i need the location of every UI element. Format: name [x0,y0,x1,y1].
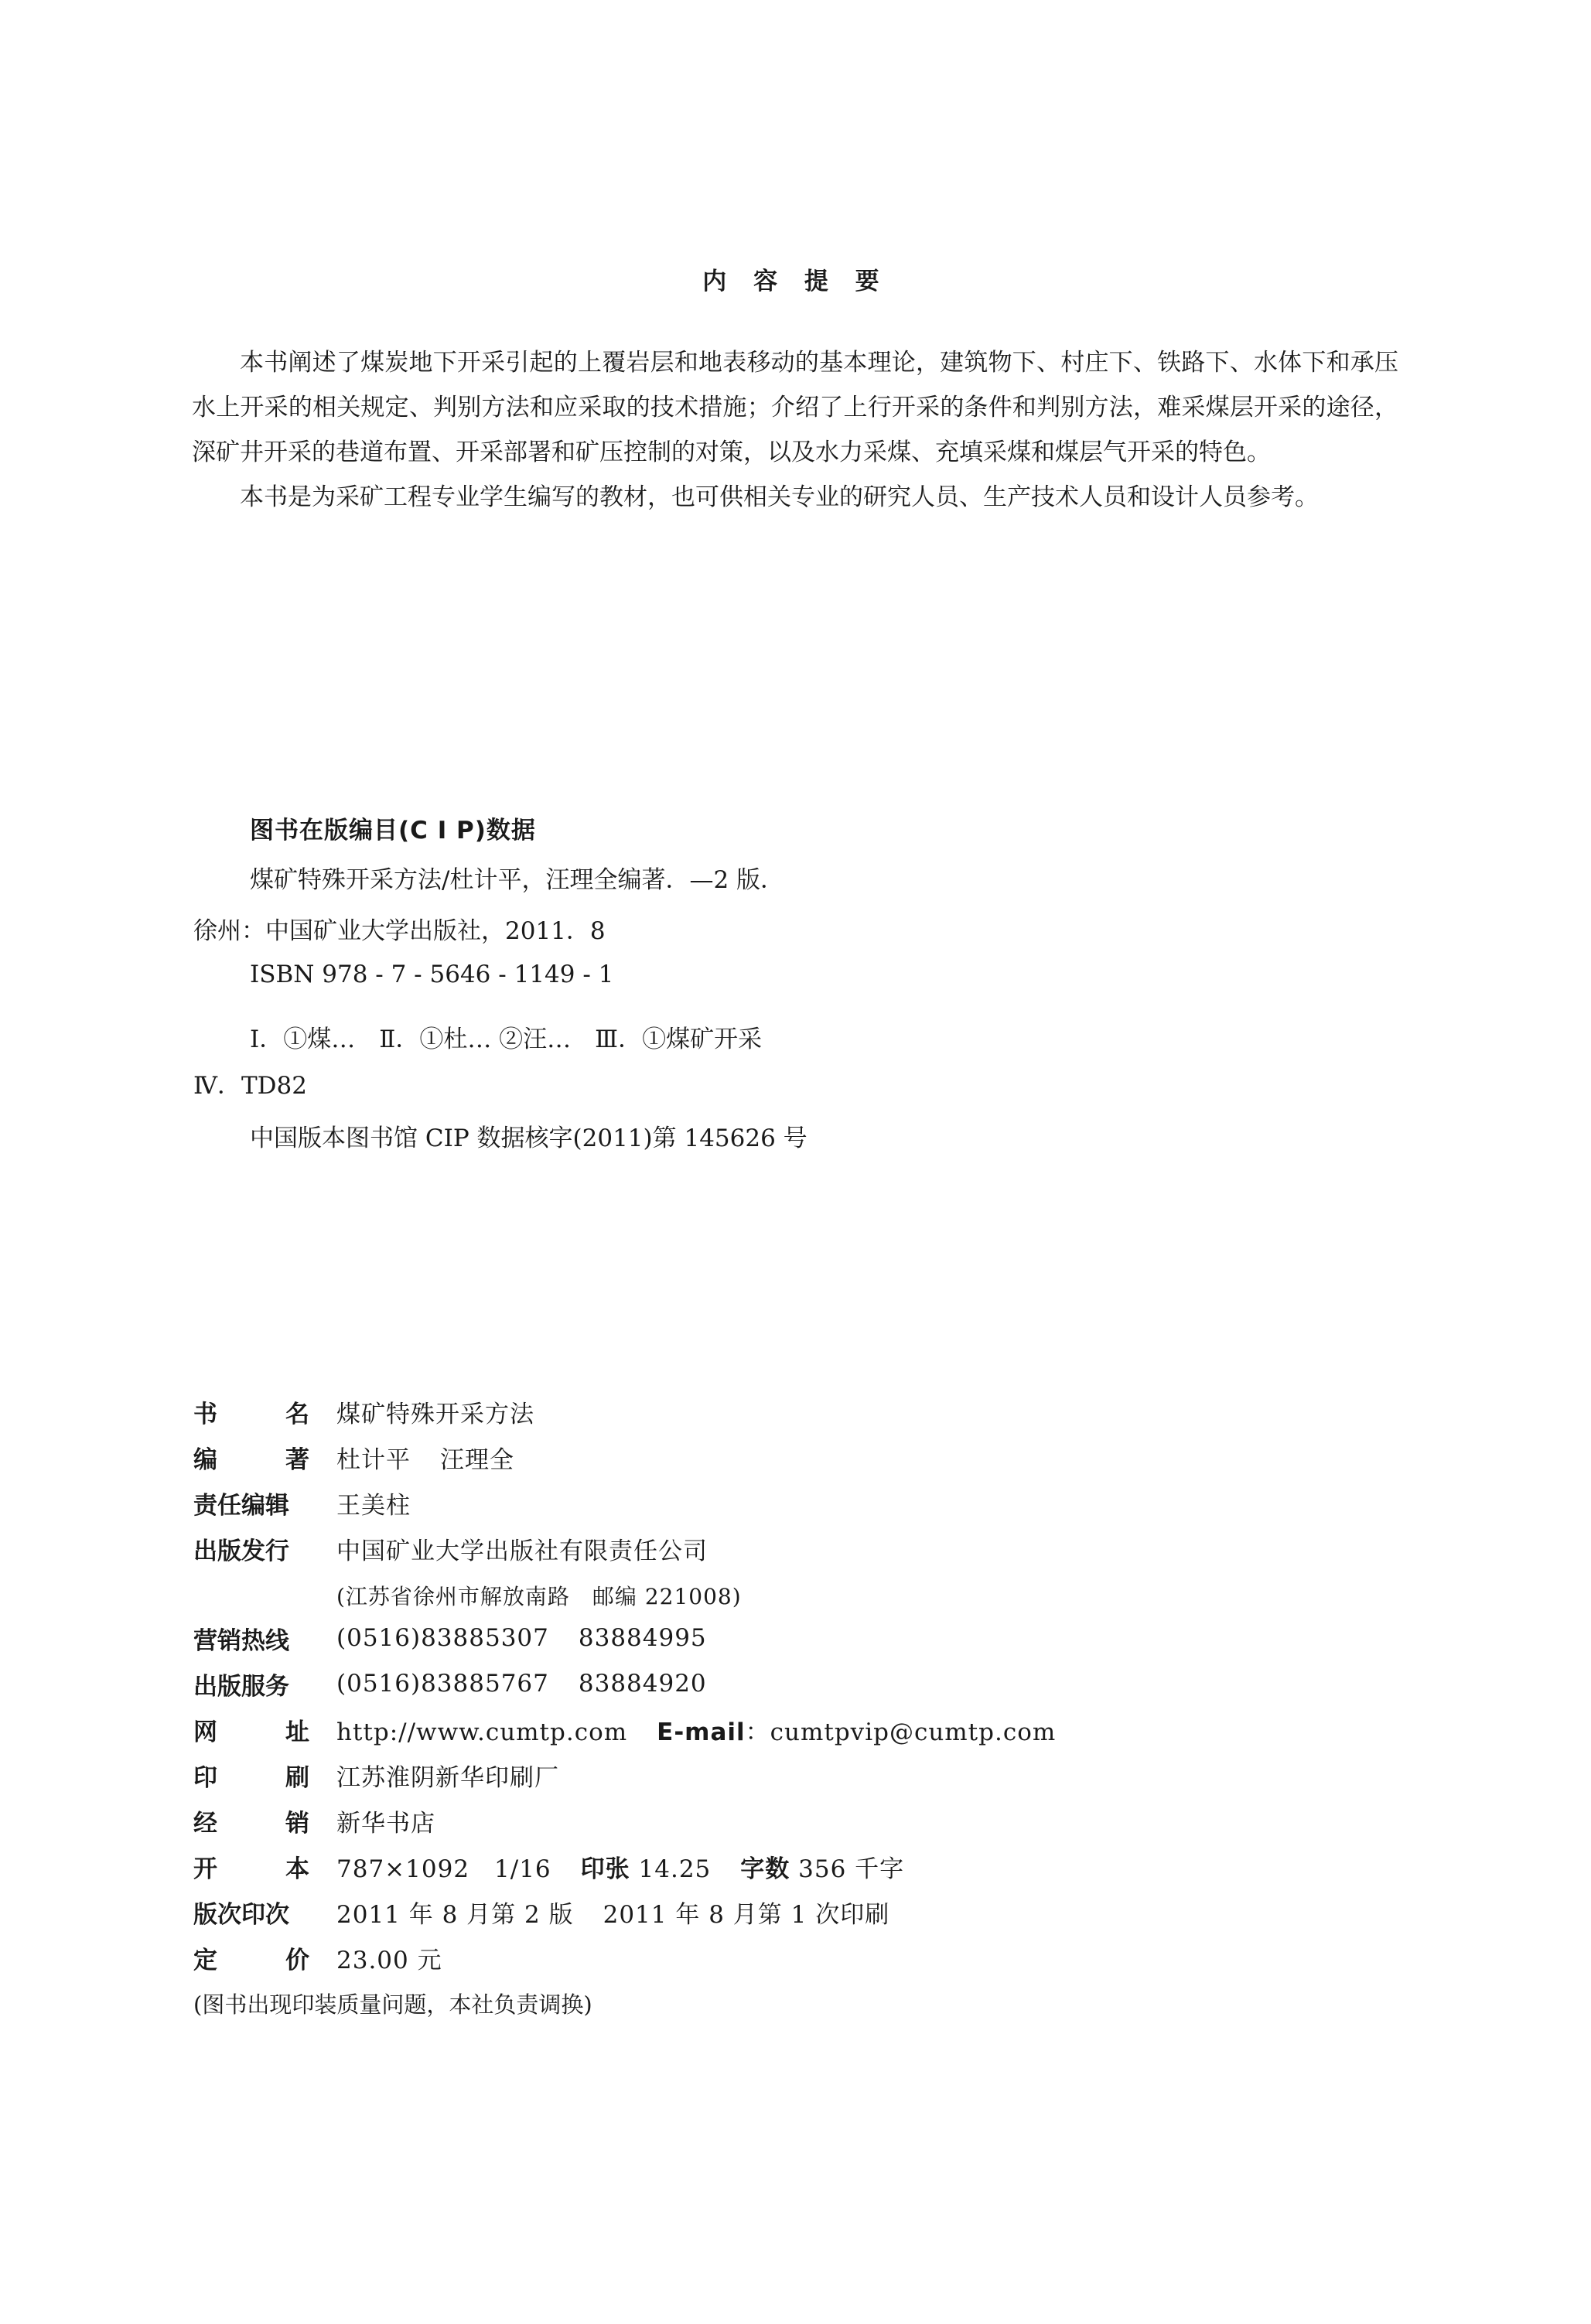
info-label: 网 址 [193,1718,309,1746]
info-label: 版次印次 [193,1900,289,1929]
summary-title: 内 容 提 要 [702,268,889,295]
info-service-phone [193,1666,707,1701]
website-url: http://www.cumtp.com [336,1718,628,1746]
email-address: ：cumtpvip@cumtp.com [745,1718,1057,1746]
info-value: 江苏淮阴新华印刷厂 [336,1763,559,1792]
info-value: 23.00 元 [336,1946,442,1974]
cip-line-isbn: ISBN 978 - 7 - 5646 - 1149 - 1 [250,961,614,988]
info-label: 营销热线 [193,1626,289,1655]
info-label: 开 本 [193,1855,309,1883]
info-value [336,1712,1056,1747]
info-label: 经 销 [193,1809,309,1838]
info-value: 2011 年 8 月第 2 版 2011 年 8 月第 1 次印刷 [336,1900,890,1929]
summary-body [192,340,1398,520]
info-authors [193,1439,514,1475]
info-website [193,1711,1056,1747]
info-editor [193,1485,411,1520]
summary-paragraph-1: 本书阐述了煤炭地下开采引起的上覆岩层和地表移动的基本理论，建筑物下、村庄下、铁路下、水体下和承压水上开采的相关规定、判别方法和应采取的技术措施；介绍了上行开采的条件和判别方法，难采煤层开采的途径，深矿井开采的巷道布置、开采部署和矿压控制的对策，以及水力采煤、充填采煤和煤层气开采的特色。 [192,349,1398,466]
info-label: 定 价 [193,1946,309,1974]
info-value: 杜计平 汪理全 [336,1445,514,1474]
email-label: E-mail [657,1718,746,1746]
cip-line-title: 煤矿特殊开采方法/杜计平，汪理全编著．—2 版． [250,866,785,894]
info-format [193,1848,904,1884]
info-label: 编 著 [193,1445,309,1474]
info-value: (0516)83885307 83884995 [336,1624,707,1652]
info-value: 787×1092 1/16 印张 14.25 字数 356 千字 [336,1855,905,1883]
info-label: 责任编辑 [193,1491,289,1520]
info-label: 书 名 [193,1400,309,1428]
info-value: 王美柱 [336,1491,411,1520]
info-value: 新华书店 [336,1809,435,1838]
info-value: 煤矿特殊开采方法 [336,1400,534,1428]
info-distributor [193,1803,435,1838]
info-publisher [193,1531,708,1566]
info-value: 中国矿业大学出版社有限责任公司 [336,1537,708,1565]
cip-line-record-number: 中国版本图书馆 CIP 数据核字(2011)第 145626 号 [250,1124,807,1152]
quality-note: (图书出现印装质量问题，本社负责调换) [193,1991,592,2018]
info-label: 出版服务 [193,1672,289,1701]
summary-paragraph-2: 本书是为采矿工程专业学生编写的教材，也可供相关专业的研究人员、生产技术人员和设计人员参考。 [240,483,1319,511]
info-label: 印 刷 [193,1763,309,1792]
info-value: (0516)83885767 83884920 [336,1670,707,1698]
publisher-address: (江苏省徐州市解放南路 邮编 221008) [336,1584,742,1609]
cip-line-subjects: Ⅰ．①煤… Ⅱ．①杜… ②汪… Ⅲ．①煤矿开采 [250,1025,763,1053]
cip-line-classification: Ⅳ．TD82 [193,1072,307,1100]
cip-line-publisher: 徐州：中国矿业大学出版社，2011．8 [193,917,606,945]
info-price [193,1940,442,1975]
info-book-name [193,1394,534,1429]
info-label: 出版发行 [193,1537,289,1565]
info-printer [193,1757,559,1793]
info-sales-phone [193,1620,707,1656]
info-edition [193,1894,889,1930]
cip-title: 图书在版编目(C I P)数据 [250,817,536,845]
